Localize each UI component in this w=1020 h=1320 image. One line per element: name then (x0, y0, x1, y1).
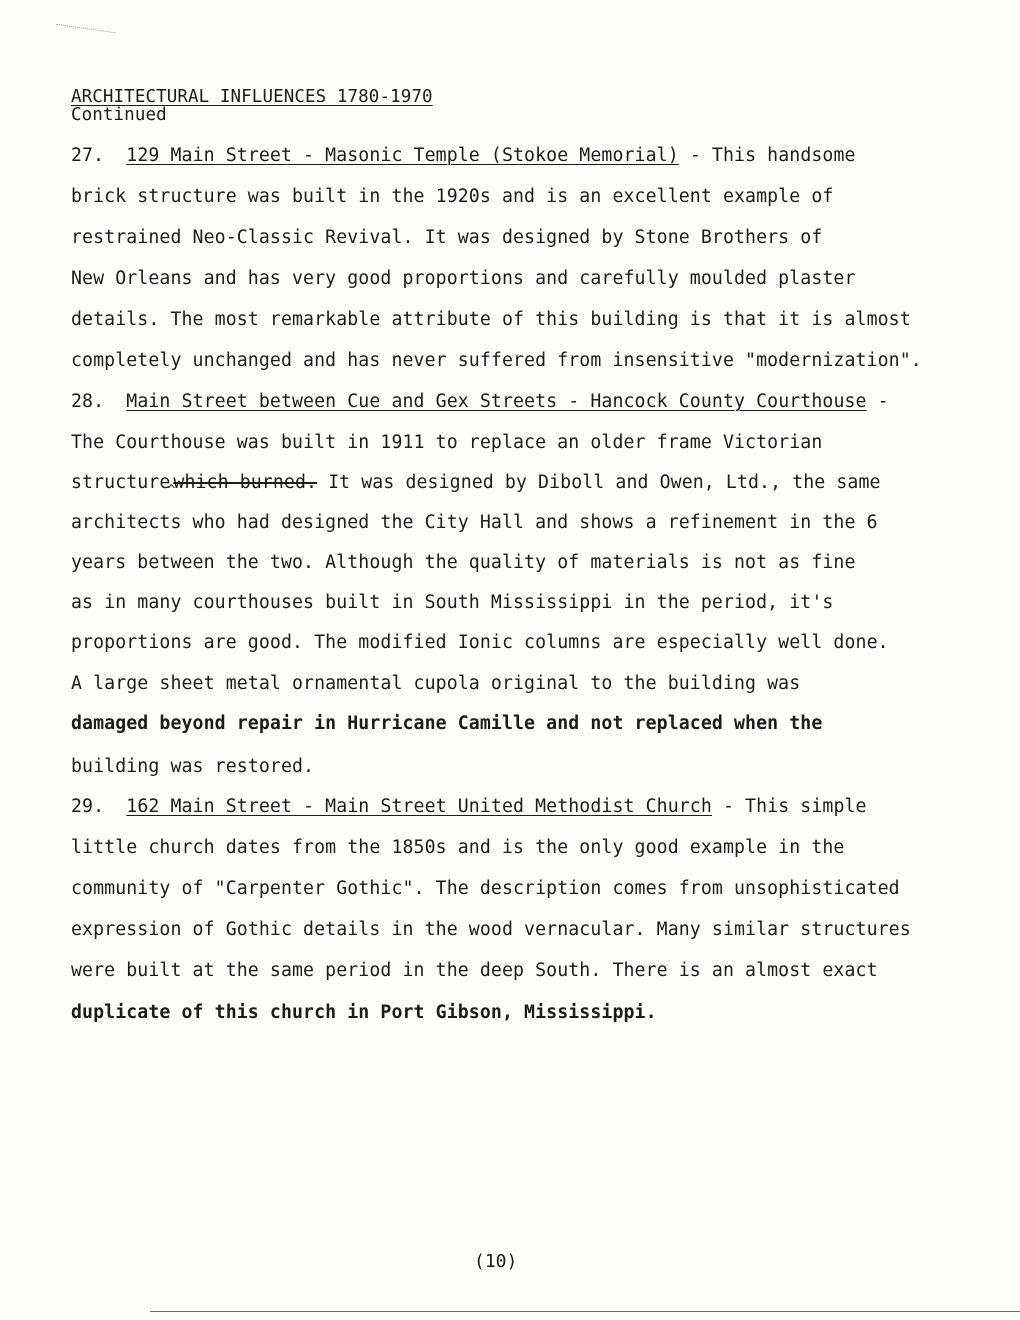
scan-smudge (54, 24, 115, 45)
entry-28-number: 28. (71, 391, 105, 412)
entry-28-text: building was restored. (71, 756, 315, 777)
entry-28-text: It was designed by Diboll and Owen, Ltd., the same (317, 472, 881, 493)
entry-27-text: restrained Neo-Classic Revival. It was designed by Stone Brothers of (71, 227, 823, 248)
entry-28-text: proportions are good. The modified Ionic columns are especially well done. (71, 632, 889, 653)
entry-29-text: little church dates from the 1850s and is the only good example in the (71, 837, 845, 858)
page-number: (10) (474, 1251, 518, 1272)
entry-29-heading: 162 Main Street - Main Street United Methodist Church (126, 796, 712, 817)
entry-27-first-line (71, 145, 856, 167)
entry-29-text: community of "Carpenter Gothic". The description comes from unsophisticated (71, 878, 900, 899)
entry-27-number: 27. (71, 145, 105, 166)
entry-28-text: structure (71, 472, 171, 493)
insertion-caret-mark: ^ (167, 483, 176, 498)
entry-29-text: were built at the same period in the deep South. There is an almost exact (71, 960, 878, 981)
entry-29-first-line (71, 796, 867, 818)
entry-29-number: 29. (71, 796, 105, 817)
entry-28-text: The Courthouse was built in 1911 to replace an older frame Victorian (71, 432, 823, 453)
entry-27-heading: 129 Main Street - Masonic Temple (Stokoe Memorial) (126, 145, 679, 166)
entry-29-text: expression of Gothic details in the wood vernacular. Many similar structures (71, 919, 911, 940)
bottom-edge-line (150, 1311, 1020, 1312)
document-subtitle: Continued (71, 105, 167, 125)
entry-27-text: - This handsome (678, 145, 856, 166)
entry-28-heading: Main Street between Cue and Gex Streets - Hancock County Courthouse (126, 391, 867, 412)
entry-29-text: duplicate of this church in Port Gibson, Mississippi. (71, 1002, 657, 1023)
entry-28-text: years between the two. Although the quality of materials is not as fine (71, 552, 856, 573)
entry-28-heading-tail: - (866, 391, 889, 412)
entry-27-text: brick structure was built in the 1920s and is an excellent example of (71, 186, 834, 207)
entry-29-text: - This simple (711, 796, 867, 817)
entry-28-text: damaged beyond repair in Hurricane Camille and not replaced when the (71, 713, 823, 734)
entry-28-first-line (71, 391, 889, 413)
entry-27-text: details. The most remarkable attribute of this building is that it is almost (71, 309, 911, 330)
struck-through-text: which burned. (173, 472, 318, 493)
entry-28-text: architects who had designed the City Hall and shows a refinement in the 6 (71, 512, 878, 533)
entry-28-text: as in many courthouses built in South Mississippi in the period, it's (71, 592, 834, 613)
document-title: ARCHITECTURAL INFLUENCES 1780-1970 (71, 87, 433, 107)
entry-28-edited-line (71, 472, 881, 496)
entry-27-text: completely unchanged and has never suffered from insensitive "modernization". (71, 350, 922, 371)
entry-27-text: New Orleans and has very good proportions and carefully moulded plaster (71, 268, 856, 289)
entry-28-text: A large sheet metal ornamental cupola original to the building was (71, 673, 801, 694)
